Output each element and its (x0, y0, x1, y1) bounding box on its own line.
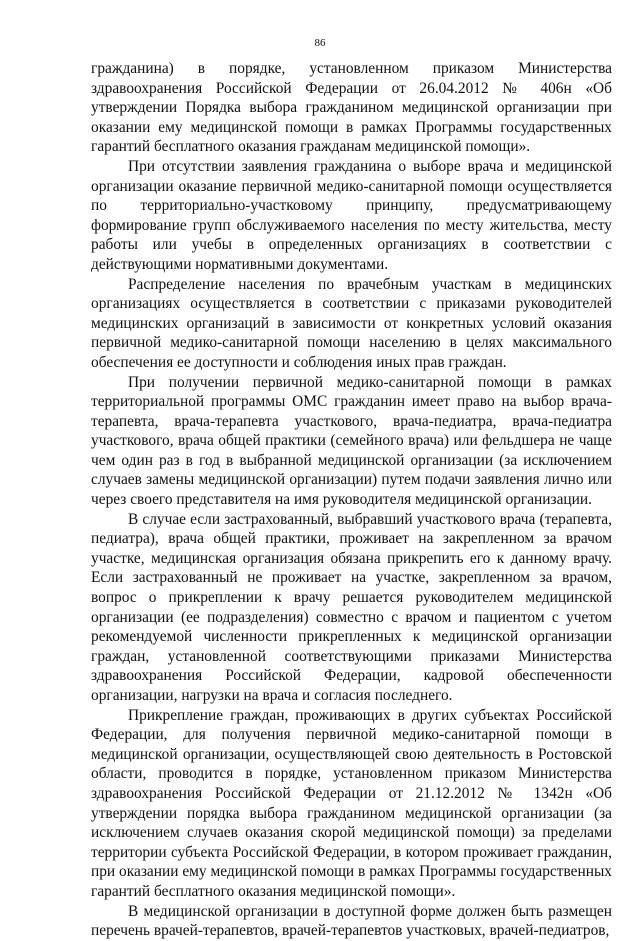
body-text (91, 59, 612, 941)
paragraph-3: Распределение населения по врачебным участкам в медицинских организациях осуществляется в соответствии с приказами руководителей медицинских организаций в зависимости от конкретных условий оказания первичной медико-санитарной помощи населению в целях максимального обеспечения ее доступности и соблюдения иных прав граждан. (91, 275, 612, 371)
paragraph-1: гражданина) в порядке, установленном приказом Министерства здравоохранения Российской Федерации от 26.04.2012 № 406н «Об утверждении Порядка выбора гражданином медицинской организации при оказании ему медицинской помощи в рамках Программы государственных гарантий бесплатного оказания гражданам медицинской помощи». (91, 60, 612, 156)
paragraph-5: В случае если застрахованный, выбравший участкового врача (терапевта, педиатра), врача общей практики, проживает на закрепленном за врачом участке, медицинская организация обязана прикрепить его к данному врачу. Если застрахованный не проживает на участке, закрепленном за врачом, вопрос о прикреплении к врачу решается руководителем медицинской организации (ее подразделения) совместно с врачом и пациентом с учетом рекомендуемой численности прикрепленных к медицинской организации граждан, установленной соответствующими приказами Министерства здравоохранения Российской Федерации, кадровой обеспеченности организации, нагрузки на врача и согласия последнего. (91, 510, 612, 704)
page-number: 86 (314, 37, 326, 49)
paragraph-4: При получении первичной медико-санитарной помощи в рамках территориальной программы ОМС гражданин имеет право на выбор врача-терапевта, врача-терапевта участкового, врача-педиатра, врача-педиатра участкового, врача общей практики (семейного врача) или фельдшера не чаще чем один раз в год в выбранной медицинской организации (за исключением случаев замены медицинской организации) путем подачи заявления лично или через своего представителя на имя руководителя медицинской организации. (91, 373, 612, 509)
paragraph-7: В медицинской организации в доступной форме должен быть размещен перечень врачей-терапевтов, врачей-терапевтов участковых, врачей-педиатров, (91, 902, 612, 940)
paragraph-6: Прикрепление граждан, проживающих в других субъектах Российской Федерации, для получения первичной медико-санитарной помощи в медицинской организации, осуществляющей свою деятельность в Ростовской области, проводится в порядке, установленном приказом Министерства здравоохранения Российской Федерации от 21.12.2012 № 1342н «Об утверждении порядка выбора гражданином медицинской организации (за исключением случаев оказания скорой медицинской помощи) за пределами территории субъекта Российской Федерации, в котором проживает гражданин, при оказании ему медицинской помощи в рамках Программы государственных гарантий бесплатного оказания медицинской помощи». (91, 706, 612, 900)
paragraph-2: При отсутствии заявления гражданина о выборе врача и медицинской организации оказание первичной медико-санитарной помощи осуществляется по территориально-участковому принципу, предусматривающему формирование групп обслуживаемого населения по месту жительства, месту работы или учебы в определенных организациях в соответствии с действующими нормативными документами. (91, 157, 612, 273)
